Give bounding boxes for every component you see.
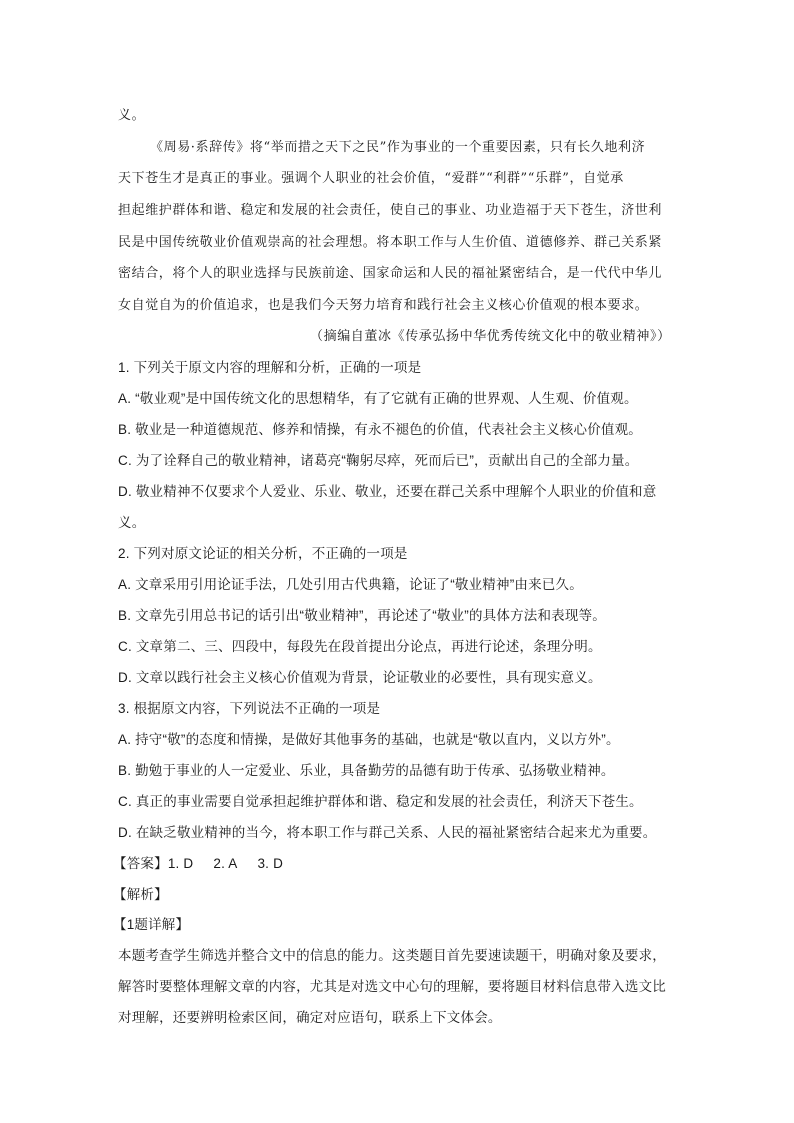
passage-line: 担起维护群体和谐、稳定和发展的社会责任，使自己的事业、功业造福于天下苍生，济世利 [118, 203, 663, 218]
question-option: A. 文章采用引用论证手法，几处引用古代典籍，论证了“敬业精神”由来已久。 [118, 577, 583, 592]
passage-line: 民是中国传统敬业价值观崇高的社会理想。将本职工作与人生价值、道德修养、群己关系紧 [118, 235, 663, 250]
question-stem: 2. 下列对原文论证的相关分析，不正确的一项是 [118, 546, 408, 561]
analysis-label: 【解析】 [113, 887, 168, 902]
question-option: D. 敬业精神不仅要求个人爱业、乐业、敬业，还要在群己关系中理解个人职业的价值和意 [118, 484, 657, 499]
answer-item: 3. D [257, 856, 284, 871]
passage-line: 义。 [118, 108, 146, 123]
analysis-line: 解答时要整体理解文章的内容，尤其是对选文中心句的理解，要将题目材料信息带入选文比 [118, 979, 666, 994]
passage-line: 密结合，将个人的职业选择与民族前途、国家命运和人民的福祉紧密结合，是一代代中华儿 [118, 266, 663, 281]
passage-line: 天下苍生才是真正的事业。强调个人职业的社会价值，“爱群”“利群”“乐群”，自觉承 [118, 171, 624, 186]
answer-label: 【答案】 [113, 856, 168, 871]
question-option: 义。 [118, 515, 146, 530]
question-option: A. 持守“敬”的态度和情操，是做好其他事务的基础，也就是“敬以直内，义以方外”。 [118, 732, 620, 747]
answer-item: 2. A [213, 856, 238, 871]
question-stem: 3. 根据原文内容，下列说法不正确的一项是 [118, 701, 381, 716]
passage-source: （摘编自董冰《传承弘扬中华优秀传统文化中的敬业精神》） [310, 329, 671, 344]
passage-line: 《周易·系辞传》将“举而措之天下之民”作为事业的一个重要因素，只有长久地利济 [150, 140, 646, 155]
passage-line: 女自觉自为的价值追求，也是我们今天努力培育和践行社会主义核心价值观的根本要求。 [118, 298, 649, 313]
answer-row [113, 852, 283, 872]
answer-item: 1. D [167, 856, 194, 871]
question-option: B. 敬业是一种道德规范、修养和情操，有永不褪色的价值，代表社会主义核心价值观。 [118, 422, 643, 437]
analysis-sub-label: 【1题详解】 [113, 917, 190, 932]
question-option: C. 为了诠释自己的敬业精神，诸葛亮“鞠躬尽瘁，死而后已”，贡献出自己的全部力量。 [118, 453, 639, 468]
question-option: B. 勤勉于事业的人一定爱业、乐业，具备勤劳的品德有助于传承、弘扬敬业精神。 [118, 763, 615, 778]
question-option: D. 在缺乏敬业精神的当今，将本职工作与群己关系、人民的福祉紧密结合起来尤为重要。 [118, 825, 657, 840]
question-stem: 1. 下列关于原文内容的理解和分析，正确的一项是 [118, 360, 422, 375]
question-option: C. 真正的事业需要自觉承担起维护群体和谐、稳定和发展的社会责任，利济天下苍生。 [118, 794, 643, 809]
question-option: C. 文章第二、三、四段中，每段先在段首提出分论点，再进行论述，条理分明。 [118, 639, 602, 654]
question-option: B. 文章先引用总书记的话引出“敬业精神”，再论述了“敬业”的具体方法和表现等。 [118, 608, 606, 623]
analysis-line: 本题考查学生筛选并整合文中的信息的能力。这类题目首先要速读题干，明确对象及要求， [118, 948, 666, 963]
analysis-line: 对理解，还要辨明检索区间，确定对应语句，联系上下文体会。 [118, 1010, 502, 1025]
question-option: A. “敬业观”是中国传统文化的思想精华，有了它就有正确的世界观、人生观、价值观。 [118, 391, 638, 406]
question-option: D. 文章以践行社会主义核心价值观为背景，论证敬业的必要性，具有现实意义。 [118, 670, 602, 685]
